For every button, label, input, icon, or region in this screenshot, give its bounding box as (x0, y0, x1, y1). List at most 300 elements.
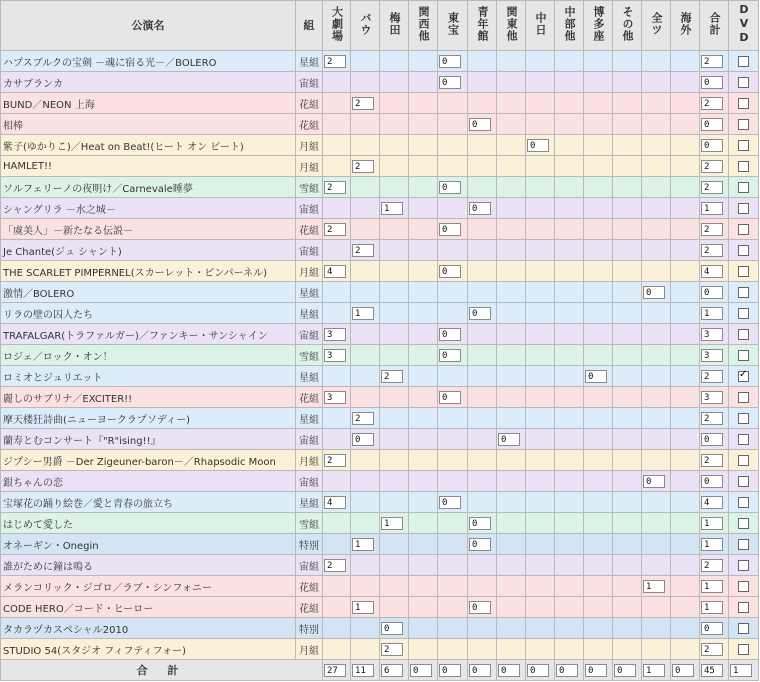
count-input[interactable]: 2 (324, 223, 346, 236)
count-cell (323, 282, 351, 303)
dvd-checkbox[interactable] (738, 560, 749, 571)
dvd-checkbox[interactable] (738, 308, 749, 319)
total-input[interactable]: 0 (498, 664, 520, 677)
count-cell (438, 51, 468, 72)
count-cell (613, 324, 642, 345)
table-row (1, 513, 759, 534)
count-cell (555, 555, 584, 576)
count-cell (438, 261, 468, 282)
count-input[interactable]: 2 (701, 223, 723, 236)
count-cell (438, 282, 468, 303)
count-input[interactable]: 0 (439, 328, 461, 341)
troupe-label: 雪組 (296, 345, 323, 366)
count-input[interactable]: 1 (381, 517, 403, 530)
count-input[interactable]: 2 (701, 454, 723, 467)
table-row (1, 366, 759, 387)
count-cell (438, 156, 468, 177)
dvd-cell (729, 555, 759, 576)
performance-title: Je Chante(ジュ シャント) (1, 240, 296, 261)
count-cell (526, 261, 555, 282)
count-input[interactable]: 2 (701, 559, 723, 572)
count-cell (351, 366, 380, 387)
count-input[interactable]: 0 (469, 601, 491, 614)
count-cell (497, 387, 526, 408)
count-cell (351, 72, 380, 93)
count-cell (438, 555, 468, 576)
count-cell (526, 303, 555, 324)
count-cell (613, 408, 642, 429)
dvd-checkbox[interactable] (738, 161, 749, 172)
dvd-checkbox[interactable] (738, 623, 749, 634)
count-input[interactable]: 0 (701, 433, 723, 446)
count-input[interactable]: 0 (701, 622, 723, 635)
count-input[interactable]: 1 (643, 580, 665, 593)
count-input[interactable]: 1 (352, 307, 374, 320)
count-input[interactable]: 0 (498, 433, 520, 446)
dvd-checkbox[interactable] (738, 287, 749, 298)
count-input[interactable]: 1 (701, 307, 723, 320)
dvd-checkbox[interactable] (738, 98, 749, 109)
count-cell (323, 72, 351, 93)
count-input[interactable]: 0 (701, 76, 723, 89)
count-cell (642, 261, 671, 282)
count-input[interactable]: 2 (352, 412, 374, 425)
count-cell (613, 450, 642, 471)
table-row (1, 534, 759, 555)
count-input[interactable]: 0 (439, 391, 461, 404)
count-cell (613, 51, 642, 72)
count-cell (323, 135, 351, 156)
dvd-checkbox[interactable] (738, 434, 749, 445)
total-input[interactable]: 6 (381, 664, 403, 677)
count-cell (555, 261, 584, 282)
count-cell (671, 366, 700, 387)
count-cell (380, 492, 409, 513)
count-cell (526, 492, 555, 513)
troupe-label: 星組 (296, 492, 323, 513)
count-input[interactable]: 0 (643, 286, 665, 299)
count-cell (323, 534, 351, 555)
count-input[interactable]: 0 (439, 349, 461, 362)
count-input[interactable]: 2 (324, 454, 346, 467)
count-input[interactable]: 0 (643, 475, 665, 488)
count-cell (497, 93, 526, 114)
count-input[interactable]: 2 (701, 97, 723, 110)
count-cell (438, 366, 468, 387)
count-input[interactable]: 0 (352, 433, 374, 446)
count-input[interactable]: 3 (324, 328, 346, 341)
total-input[interactable]: 45 (701, 664, 723, 677)
dvd-checkbox[interactable] (738, 182, 749, 193)
count-cell (526, 555, 555, 576)
performance-title: ロミオとジュリエット (1, 366, 296, 387)
count-input[interactable]: 0 (439, 181, 461, 194)
count-cell (497, 513, 526, 534)
count-input[interactable]: 2 (352, 97, 374, 110)
count-cell (468, 72, 497, 93)
count-cell (351, 219, 380, 240)
count-cell (351, 114, 380, 135)
count-cell (526, 177, 555, 198)
table-row (1, 639, 759, 660)
count-cell (671, 240, 700, 261)
count-input[interactable]: 1 (352, 601, 374, 614)
count-input[interactable]: 1 (701, 601, 723, 614)
count-input[interactable]: 0 (527, 139, 549, 152)
troupe-label: 花組 (296, 387, 323, 408)
count-cell (497, 177, 526, 198)
count-cell (351, 240, 380, 261)
count-cell (351, 261, 380, 282)
count-input[interactable]: 0 (585, 370, 607, 383)
troupe-label: 特別 (296, 618, 323, 639)
dvd-checkbox[interactable] (738, 455, 749, 466)
count-input[interactable]: 0 (701, 475, 723, 488)
count-cell (409, 114, 438, 135)
total-input[interactable]: 0 (614, 664, 636, 677)
count-cell (438, 429, 468, 450)
performance-title: シャングリラ －水之城－ (1, 198, 296, 219)
dvd-cell (729, 471, 759, 492)
count-cell (409, 366, 438, 387)
count-cell (642, 429, 671, 450)
count-cell (497, 156, 526, 177)
count-cell (584, 555, 613, 576)
count-cell (468, 345, 497, 366)
dvd-checkbox[interactable] (738, 392, 749, 403)
total-input[interactable]: 1 (730, 664, 752, 677)
count-cell (700, 387, 729, 408)
table-row (1, 219, 759, 240)
count-input[interactable]: 4 (701, 265, 723, 278)
troupe-label: 宙組 (296, 555, 323, 576)
count-cell (555, 198, 584, 219)
count-cell (351, 135, 380, 156)
count-cell (351, 156, 380, 177)
count-cell (497, 492, 526, 513)
count-cell (642, 114, 671, 135)
table-row (1, 261, 759, 282)
total-input[interactable]: 0 (527, 664, 549, 677)
dvd-checkbox[interactable] (738, 497, 749, 508)
count-cell (409, 471, 438, 492)
count-cell (351, 429, 380, 450)
count-input[interactable]: 3 (701, 349, 723, 362)
count-cell (380, 471, 409, 492)
count-cell (700, 618, 729, 639)
total-input[interactable]: 11 (352, 664, 374, 677)
count-cell (584, 282, 613, 303)
count-input[interactable]: 0 (469, 118, 491, 131)
count-cell (555, 429, 584, 450)
count-input[interactable]: 2 (701, 55, 723, 68)
count-cell (613, 429, 642, 450)
dvd-checkbox[interactable] (738, 602, 749, 613)
count-cell (700, 534, 729, 555)
count-cell (700, 198, 729, 219)
count-input[interactable]: 2 (324, 181, 346, 194)
total-input[interactable]: 1 (643, 664, 665, 677)
count-cell (526, 324, 555, 345)
table-row (1, 387, 759, 408)
count-input[interactable]: 2 (324, 55, 346, 68)
dvd-checkbox[interactable] (738, 413, 749, 424)
count-input[interactable]: 2 (701, 643, 723, 656)
count-cell (438, 177, 468, 198)
performance-title: 激情／BOLERO (1, 282, 296, 303)
count-cell (671, 534, 700, 555)
total-input[interactable]: 0 (672, 664, 694, 677)
count-cell (351, 513, 380, 534)
count-input[interactable]: 0 (439, 55, 461, 68)
count-cell (526, 366, 555, 387)
header-title: 公演名 (1, 1, 296, 51)
dvd-cell (729, 240, 759, 261)
count-cell (555, 303, 584, 324)
dvd-checkbox[interactable] (738, 56, 749, 67)
dvd-checkbox[interactable] (738, 224, 749, 235)
dvd-checkbox[interactable] (738, 77, 749, 88)
dvd-checkbox[interactable] (738, 518, 749, 529)
count-input[interactable]: 0 (439, 496, 461, 509)
dvd-cell (729, 51, 759, 72)
performance-title: 麗しのサブリナ／EXCITER!! (1, 387, 296, 408)
count-input[interactable]: 4 (324, 265, 346, 278)
count-input[interactable]: 2 (701, 370, 723, 383)
troupe-label: 星組 (296, 408, 323, 429)
total-input[interactable]: 27 (324, 664, 346, 677)
count-cell (642, 387, 671, 408)
count-cell (409, 639, 438, 660)
count-input[interactable]: 0 (701, 286, 723, 299)
count-cell (409, 219, 438, 240)
troupe-label: 花組 (296, 114, 323, 135)
count-input[interactable]: 2 (352, 244, 374, 257)
count-input[interactable]: 0 (469, 307, 491, 320)
count-cell (584, 408, 613, 429)
table-row (1, 429, 759, 450)
count-cell (526, 597, 555, 618)
count-input[interactable]: 4 (324, 496, 346, 509)
count-cell (438, 198, 468, 219)
count-input[interactable]: 3 (701, 391, 723, 404)
count-cell (468, 492, 497, 513)
performance-title: 誰がために鐘は鳴る (1, 555, 296, 576)
count-cell (700, 282, 729, 303)
count-cell (642, 303, 671, 324)
count-cell (351, 639, 380, 660)
count-cell (468, 429, 497, 450)
dvd-checkbox[interactable] (738, 539, 749, 550)
count-cell (613, 576, 642, 597)
dvd-checkbox[interactable] (738, 140, 749, 151)
count-cell (700, 513, 729, 534)
count-cell (468, 387, 497, 408)
troupe-label: 星組 (296, 303, 323, 324)
count-cell (555, 135, 584, 156)
count-cell (526, 114, 555, 135)
count-input[interactable]: 2 (701, 160, 723, 173)
table-row (1, 114, 759, 135)
dvd-checkbox[interactable] (738, 266, 749, 277)
count-cell (700, 555, 729, 576)
count-cell (468, 639, 497, 660)
total-input[interactable]: 0 (469, 664, 491, 677)
count-input[interactable]: 3 (324, 349, 346, 362)
count-cell (526, 450, 555, 471)
dvd-checkbox[interactable] (738, 581, 749, 592)
count-cell (555, 408, 584, 429)
troupe-label: 星組 (296, 51, 323, 72)
count-input[interactable]: 3 (701, 328, 723, 341)
performance-title: オネーギン・Onegin (1, 534, 296, 555)
count-cell (323, 177, 351, 198)
count-cell (555, 345, 584, 366)
table-row (1, 324, 759, 345)
count-cell (671, 282, 700, 303)
count-cell (613, 513, 642, 534)
count-cell (497, 597, 526, 618)
count-input[interactable]: 2 (324, 559, 346, 572)
count-cell (555, 93, 584, 114)
dvd-checkbox[interactable] (738, 329, 749, 340)
count-cell (526, 135, 555, 156)
table-row (1, 345, 759, 366)
count-input[interactable]: 2 (381, 370, 403, 383)
count-input[interactable]: 0 (439, 265, 461, 278)
count-input[interactable]: 2 (701, 181, 723, 194)
dvd-cell (729, 177, 759, 198)
dvd-checkbox[interactable] (738, 350, 749, 361)
dvd-cell (729, 156, 759, 177)
count-input[interactable]: 1 (381, 202, 403, 215)
count-cell (671, 135, 700, 156)
dvd-cell (729, 450, 759, 471)
total-cell (323, 660, 351, 681)
performance-title: タカラヅカスペシャル2010 (1, 618, 296, 639)
dvd-checkbox[interactable] (738, 476, 749, 487)
count-input[interactable]: 2 (701, 244, 723, 257)
count-cell (613, 534, 642, 555)
dvd-checkbox[interactable] (738, 203, 749, 214)
count-input[interactable]: 2 (352, 160, 374, 173)
total-cell (438, 660, 468, 681)
count-cell (642, 450, 671, 471)
count-cell (584, 618, 613, 639)
count-input[interactable]: 1 (701, 580, 723, 593)
total-input[interactable]: 0 (410, 664, 432, 677)
count-input[interactable]: 0 (701, 118, 723, 131)
count-cell (613, 156, 642, 177)
count-input[interactable]: 0 (469, 538, 491, 551)
count-input[interactable]: 2 (701, 412, 723, 425)
count-cell (438, 114, 468, 135)
count-cell (700, 429, 729, 450)
count-cell (351, 492, 380, 513)
table-row (1, 303, 759, 324)
count-input[interactable]: 0 (469, 202, 491, 215)
count-cell (584, 450, 613, 471)
count-cell (613, 261, 642, 282)
count-input[interactable]: 1 (352, 538, 374, 551)
count-cell (409, 450, 438, 471)
count-input[interactable]: 0 (701, 139, 723, 152)
count-input[interactable]: 0 (439, 223, 461, 236)
count-input[interactable]: 4 (701, 496, 723, 509)
count-cell (584, 324, 613, 345)
table-row (1, 156, 759, 177)
count-cell (351, 408, 380, 429)
count-cell (584, 114, 613, 135)
count-cell (409, 240, 438, 261)
count-cell (351, 282, 380, 303)
count-input[interactable]: 1 (701, 538, 723, 551)
dvd-checkbox[interactable] (738, 644, 749, 655)
count-cell (497, 324, 526, 345)
count-cell (468, 450, 497, 471)
count-cell (613, 345, 642, 366)
count-cell (438, 387, 468, 408)
count-cell (409, 261, 438, 282)
count-cell (351, 177, 380, 198)
count-cell (380, 135, 409, 156)
count-cell (438, 450, 468, 471)
count-input[interactable]: 1 (701, 202, 723, 215)
count-cell (642, 513, 671, 534)
count-cell (468, 618, 497, 639)
count-input[interactable]: 0 (381, 622, 403, 635)
table-row (1, 618, 759, 639)
count-cell (584, 366, 613, 387)
count-cell (671, 639, 700, 660)
count-cell (409, 618, 438, 639)
count-cell (526, 345, 555, 366)
count-cell (380, 114, 409, 135)
count-cell (584, 51, 613, 72)
total-input[interactable]: 0 (556, 664, 578, 677)
dvd-checkbox[interactable] (738, 245, 749, 256)
count-cell (468, 135, 497, 156)
count-cell (497, 576, 526, 597)
troupe-label: 星組 (296, 282, 323, 303)
table-row (1, 198, 759, 219)
count-input[interactable]: 0 (439, 76, 461, 89)
count-cell (409, 303, 438, 324)
header-col: 関東他 (497, 1, 526, 51)
count-input[interactable]: 3 (324, 391, 346, 404)
count-input[interactable]: 1 (701, 517, 723, 530)
count-cell (409, 555, 438, 576)
count-cell (584, 156, 613, 177)
count-cell (497, 429, 526, 450)
dvd-checkbox[interactable] (738, 119, 749, 130)
header-col: 中日 (526, 1, 555, 51)
count-cell (526, 240, 555, 261)
count-input[interactable]: 2 (381, 643, 403, 656)
count-cell (671, 93, 700, 114)
count-cell (584, 639, 613, 660)
troupe-label: 宙組 (296, 72, 323, 93)
count-input[interactable]: 0 (469, 517, 491, 530)
count-cell (526, 156, 555, 177)
total-input[interactable]: 0 (585, 664, 607, 677)
count-cell (497, 471, 526, 492)
count-cell (700, 408, 729, 429)
dvd-checkbox[interactable] (738, 371, 749, 382)
count-cell (613, 597, 642, 618)
count-cell (323, 408, 351, 429)
total-input[interactable]: 0 (439, 664, 461, 677)
